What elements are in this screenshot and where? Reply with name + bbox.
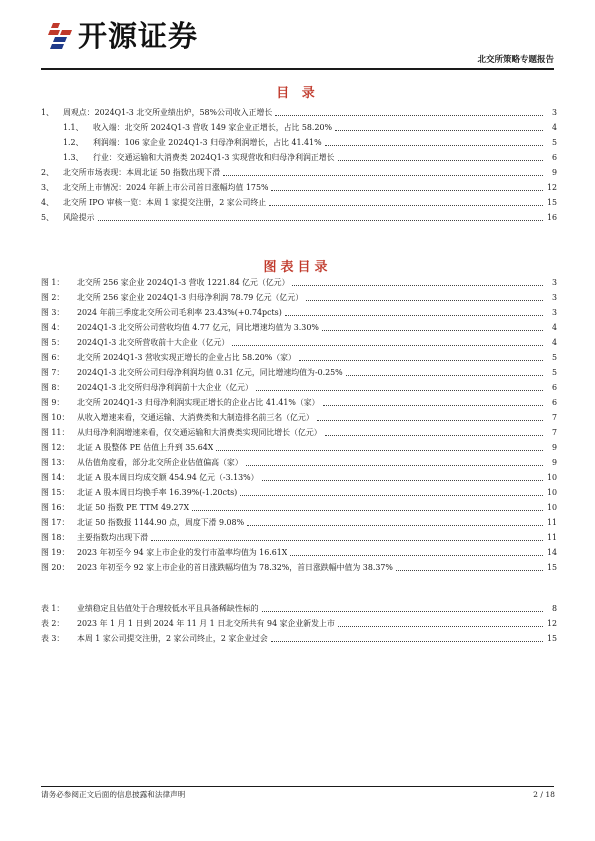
entry-page: 3 [551,293,557,302]
figure-entry[interactable] [41,528,557,543]
figure-entry[interactable] [41,363,557,378]
entry-text: 北交所 2024Q1-3 归母净利润实现正增长的企业占比 41.41%（家） [77,398,320,407]
entry-number: 图 3： [41,308,65,317]
figure-entry[interactable] [41,558,557,573]
entry-text: 2024 年前三季度北交所公司毛利率 23.43%(+0.74pcts) [77,308,282,317]
toc-entry[interactable] [41,118,557,133]
figure-entry[interactable] [41,303,557,318]
entry-number: 图 19： [41,548,70,557]
entry-text: 2023 年初至今 92 家上市企业的首日涨跌幅均值为 78.32%，首日涨跌幅中值为 38.37% [77,563,393,572]
entry-text: 北交所 IPO 审核一览：本周 1 家提交注册，2 家公司终止 [63,198,267,207]
figure-entry[interactable] [41,483,557,498]
entry-number: 图 4： [41,323,65,332]
entry-text: 2024Q1-3 北交所公司归母净利润均值 0.31 亿元，同比增速均值为-0.25% [77,368,343,377]
entry-page: 6 [551,383,557,392]
toc-entry[interactable] [41,193,557,208]
entry-text: 北交所上市情况：2024 年新上市公司首日涨幅均值 175% [63,183,269,192]
entry-number: 1、 [41,108,54,117]
entry-number: 1.1、 [63,123,84,132]
entry-text: 周观点：2024Q1-3 北交所业绩出炉，58%公司收入正增长 [63,108,273,117]
toc-entry[interactable] [41,163,557,178]
entry-number: 1.3、 [63,153,84,162]
figure-entry[interactable] [41,348,557,363]
entry-page: 14 [546,548,557,557]
entry-number: 3、 [41,183,54,192]
footer-disclaimer: 请务必参阅正文后面的信息披露和法律声明 [41,790,186,799]
leader-dots [271,641,543,642]
leader-dots [256,390,543,391]
entry-text: 风险提示 [63,213,95,222]
entry-text: 利润端：106 家企业 2024Q1-3 归母净利润增长，占比 41.41% [93,138,322,147]
entry-text: 2023 年初至今 94 家上市企业的发行市盈率均值为 16.61X [77,548,288,557]
entry-text: 北证 A 股本周日均成交额 454.94 亿元（-3.13%） [77,473,259,482]
entry-page: 15 [546,198,557,207]
leader-dots [216,450,543,451]
entry-page: 3 [551,308,557,317]
page-header [0,0,595,70]
entry-text: 业绩稳定且估值处于合理较低水平且具备稀缺性标的 [77,604,259,613]
header-divider [41,68,554,70]
entry-text: 2023 年 1 月 1 日到 2024 年 11 月 1 日北交所共有 94 家企业新发上市 [77,619,335,628]
entry-page: 10 [546,503,557,512]
leader-dots [223,175,543,176]
entry-text: 2024Q1-3 北交所归母净利润前十大企业（亿元） [77,383,253,392]
figure-toc-title: 图表目录 [263,260,332,275]
entry-number: 图 1： [41,278,65,287]
entry-number: 图 17： [41,518,70,527]
entry-text: 收入端：北交所 2024Q1-3 营收 149 家企业正增长，占比 58.20% [93,123,332,132]
figure-entry[interactable] [41,438,557,453]
leader-dots [232,345,543,346]
entry-page: 15 [546,634,557,643]
leader-dots [323,405,543,406]
entry-text: 2024Q1-3 北交所营收前十大企业（亿元） [77,338,230,347]
leader-dots [396,570,543,571]
leader-dots [338,626,543,627]
leader-dots [247,525,543,526]
entry-text: 北交所 256 家企业 2024Q1-3 归母净利润 78.79 亿元（亿元） [77,293,304,302]
entry-text: 从收入增速来看，交通运输、大消费类和大制造排名前三名（亿元） [77,413,314,422]
leader-dots [335,130,543,131]
entry-page: 10 [546,488,557,497]
report-type: 北交所策略专题报告 [477,55,554,65]
figure-entry[interactable] [41,288,557,303]
entry-page: 6 [551,153,557,162]
table-entry[interactable] [41,629,557,644]
entry-number: 图 6： [41,353,65,362]
leader-dots [98,220,543,221]
figure-entry[interactable] [41,468,557,483]
entry-number: 图 20： [41,563,70,572]
entry-text: 北证 50 指数 PE TTM 49.27X [77,503,190,512]
page-number: 2 / 18 [533,790,555,799]
entry-page: 5 [551,353,557,362]
entry-number: 图 14： [41,473,70,482]
entry-text: 北证 A 股整体 PE 估值上升到 35.64X [77,443,214,452]
entry-number: 5、 [41,213,54,222]
leader-dots [246,465,543,466]
entry-page: 15 [546,563,557,572]
entry-text: 本周 1 家公司提交注册，2 家公司终止，2 家企业过会 [77,634,268,643]
leader-dots [338,160,543,161]
entry-text: 北交所 256 家企业 2024Q1-3 营收 1221.84 亿元（亿元） [77,278,290,287]
figure-entry[interactable] [41,378,557,393]
leader-dots [262,480,543,481]
leader-dots [322,330,543,331]
entry-number: 图 7： [41,368,65,377]
leader-dots [240,495,543,496]
entry-page: 11 [546,533,557,542]
entry-page: 7 [551,428,557,437]
figure-entry[interactable] [41,498,557,513]
entry-number: 图 2： [41,293,65,302]
leader-dots [151,540,543,541]
entry-number: 1.2、 [63,138,84,147]
entry-page: 7 [551,413,557,422]
entry-page: 3 [551,278,557,287]
figure-entry[interactable] [41,453,557,468]
entry-number: 图 16： [41,503,70,512]
entry-number: 2、 [41,168,54,177]
entry-page: 8 [551,604,557,613]
entry-page: 9 [551,168,557,177]
entry-page: 16 [546,213,557,222]
entry-text: 北证 50 指数报 1144.90 点，周度下滑 9.08% [77,518,245,527]
entry-page: 10 [546,473,557,482]
entry-page: 6 [551,398,557,407]
toc-title: 目 录 [276,86,319,101]
toc-entry[interactable] [41,133,557,148]
figure-entry[interactable] [41,408,557,423]
company-name: 开源证券 [78,19,199,53]
leader-dots [317,420,543,421]
entry-text: 北交所市场表现：本周北证 50 指数出现下滑 [63,168,221,177]
entry-number: 图 12： [41,443,70,452]
figure-entry[interactable] [41,273,557,288]
table-entry[interactable] [41,599,557,614]
leader-dots [292,285,543,286]
leader-dots [269,205,543,206]
table-entry[interactable] [41,614,557,629]
leader-dots [325,435,543,436]
leader-dots [306,300,543,301]
figure-entry[interactable] [41,513,557,528]
leader-dots [299,360,543,361]
figure-entry[interactable] [41,333,557,348]
toc-entry[interactable] [41,103,557,118]
toc-entry[interactable] [41,148,557,163]
entry-text: 主要指数均出现下滑 [77,533,149,542]
entry-page: 11 [546,518,557,527]
leader-dots [290,555,543,556]
leader-dots [262,611,544,612]
entry-number: 图 18： [41,533,70,542]
entry-page: 4 [551,338,557,347]
toc-list [41,103,557,223]
entry-page: 9 [551,458,557,467]
entry-text: 行业：交通运输和大消费类 2024Q1-3 实现营收和归母净利润正增长 [93,153,335,162]
leader-dots [192,510,543,511]
entry-text: 北证 A 股本周日均换手率 16.39%(-1.20cts) [77,488,238,497]
entry-number: 表 1： [41,604,65,613]
entry-number: 图 10： [41,413,70,422]
entry-page: 9 [551,443,557,452]
figure-entry[interactable] [41,393,557,408]
figure-toc-list [41,273,557,573]
entry-number: 表 2： [41,619,65,628]
figure-entry[interactable] [41,543,557,558]
toc-entry[interactable] [41,178,557,193]
entry-page: 3 [551,108,557,117]
entry-number: 图 13： [41,458,70,467]
table-toc-list [41,599,557,644]
entry-number: 4、 [41,198,54,207]
entry-text: 从归母净利润增速来看，仅交通运输和大消费类实现同比增长（亿元） [77,428,322,437]
footer-divider [41,786,554,787]
entry-number: 图 5： [41,338,65,347]
entry-text: 从估值角度看，部分北交所企业估值偏高（家） [77,458,243,467]
entry-page: 4 [551,123,557,132]
figure-entry[interactable] [41,423,557,438]
leader-dots [346,375,543,376]
toc-entry[interactable] [41,208,557,223]
leader-dots [325,145,543,146]
leader-dots [285,315,543,316]
entry-page: 4 [551,323,557,332]
entry-number: 图 15： [41,488,70,497]
entry-page: 5 [551,138,557,147]
leader-dots [275,115,543,116]
entry-text: 北交所 2024Q1-3 营收实现正增长的企业占比 58.20%（家） [77,353,296,362]
entry-number: 表 3： [41,634,65,643]
entry-number: 图 11： [41,428,70,437]
entry-page: 5 [551,368,557,377]
entry-page: 12 [546,183,557,192]
entry-number: 图 8： [41,383,65,392]
entry-page: 12 [546,619,557,628]
kaiyuan-logo-icon [47,22,73,52]
leader-dots [271,190,543,191]
figure-entry[interactable] [41,318,557,333]
entry-number: 图 9： [41,398,65,407]
entry-text: 2024Q1-3 北交所公司营收均值 4.77 亿元，同比增速均值为 3.30% [77,323,319,332]
